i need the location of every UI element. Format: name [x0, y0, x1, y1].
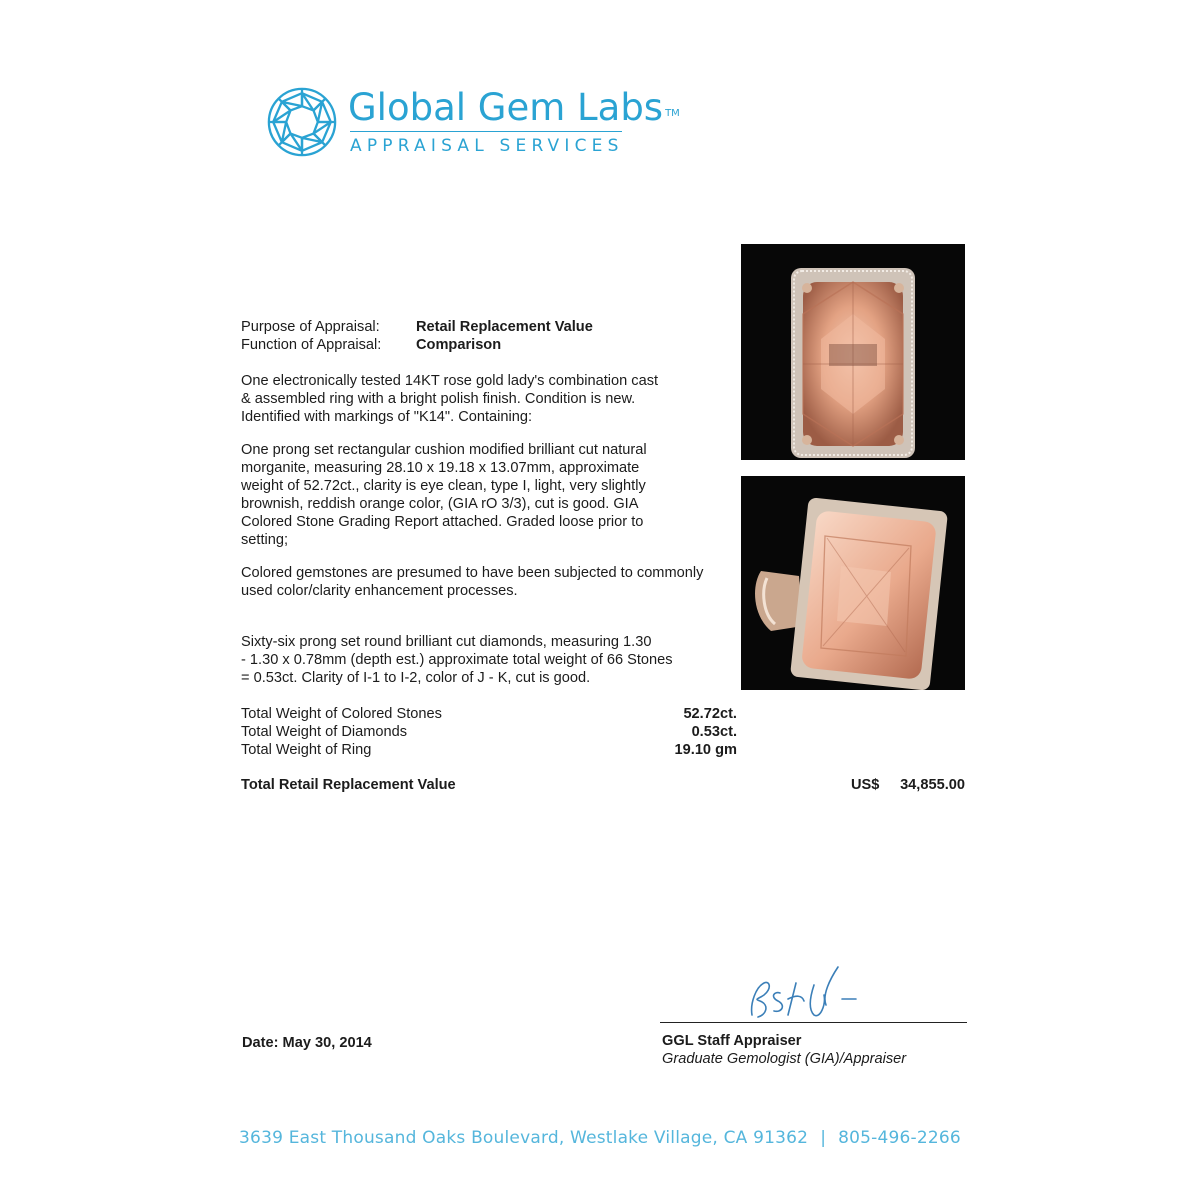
- function-value: Comparison: [416, 337, 502, 353]
- retail-amount: 34,855.00: [900, 777, 965, 793]
- footer-address: 3639 East Thousand Oaks Boulevard, Westlake Village, CA 91362: [239, 1128, 809, 1148]
- stone-line: brownish, reddish orange color, (GIA rO 3/3), cut is good. GIA: [241, 496, 639, 512]
- diamond-line: - 1.30 x 0.78mm (depth est.) approximate total weight of 66 Stones: [241, 652, 673, 668]
- ring-line: One electronically tested 14KT rose gold lady's combination cast: [241, 373, 659, 389]
- ring-photo-front: [741, 244, 965, 460]
- diamond-line: Sixty-six prong set round brilliant cut diamonds, measuring 1.30: [241, 634, 652, 650]
- diamond-line: = 0.53ct. Clarity of I-1 to I-2, color of J - K, cut is good.: [241, 670, 591, 686]
- signature-mark: [730, 965, 870, 1025]
- retail-value-label: Total Retail Replacement Value: [241, 777, 456, 793]
- total-colored-value: 52.72ct.: [683, 706, 737, 722]
- purpose-value: Retail Replacement Value: [416, 319, 593, 335]
- brand-name: [348, 86, 680, 130]
- footer-phone: 805-496-2266: [838, 1128, 961, 1148]
- total-ring-label: Total Weight of Ring: [241, 742, 372, 758]
- appraisal-date: Date: May 30, 2014: [242, 1035, 372, 1051]
- diamond-facet-icon: [266, 86, 338, 158]
- stone-line: One prong set rectangular cushion modified brilliant cut natural: [241, 442, 647, 458]
- ring-front-image: [741, 244, 965, 460]
- total-diamonds-label: Total Weight of Diamonds: [241, 724, 408, 740]
- total-ring-value: 19.10 gm: [674, 742, 737, 758]
- stone-line: Colored Stone Grading Report attached. Graded loose prior to: [241, 514, 644, 530]
- total-diamonds-value: 0.53ct.: [691, 724, 737, 740]
- enhancement-note: [241, 564, 731, 600]
- ring-line: Identified with markings of "K14". Containing:: [241, 409, 533, 425]
- stone-description: [241, 441, 711, 549]
- signature-line: [660, 1022, 967, 1023]
- appraiser-credential: Graduate Gemologist (GIA)/Appraiser: [662, 1051, 907, 1067]
- brand-name-text: Global Gem Labs: [348, 86, 664, 129]
- appraiser-title: GGL Staff Appraiser: [662, 1033, 802, 1049]
- stone-line: morganite, measuring 28.10 x 19.18 x 13.07mm, approximate: [241, 460, 640, 476]
- enhancement-line: used color/clarity enhancement processes.: [241, 583, 518, 599]
- ring-line: & assembled ring with a bright polish finish. Condition is new.: [241, 391, 636, 407]
- retail-currency: US$: [851, 777, 880, 793]
- total-colored-label: Total Weight of Colored Stones: [241, 706, 442, 722]
- ring-angled-image: [741, 476, 965, 690]
- brand-subtitle: APPRAISAL SERVICES: [350, 136, 624, 156]
- brand-divider: [350, 131, 622, 132]
- purpose-label: Purpose of Appraisal:: [241, 319, 380, 335]
- diamond-description: [241, 633, 711, 687]
- ring-description: [241, 372, 711, 426]
- footer-separator: |: [820, 1128, 827, 1148]
- trademark-mark: TM: [665, 108, 680, 119]
- ring-photo-angled: [741, 476, 965, 690]
- enhancement-line: Colored gemstones are presumed to have been subjected to commonly: [241, 565, 704, 581]
- stone-line: weight of 52.72ct., clarity is eye clean, type I, light, very slightly: [241, 478, 646, 494]
- function-label: Function of Appraisal:: [241, 337, 382, 353]
- stone-line: setting;: [241, 532, 289, 548]
- footer-contact: [0, 1128, 1200, 1148]
